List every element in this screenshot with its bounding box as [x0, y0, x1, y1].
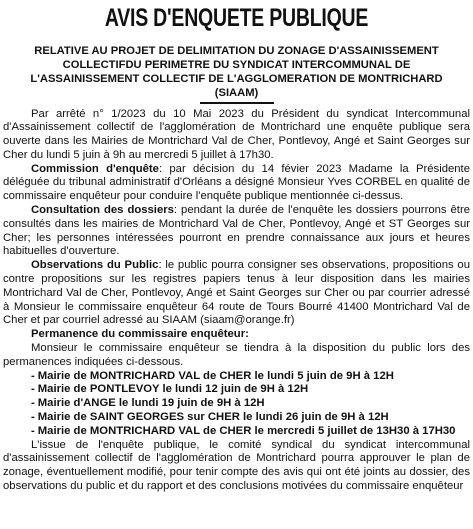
commission-text: : par décision du 14 févier 2023 Madame la Présidente déléguée du tribunal administratif d'Orléans a désigné Monsieur Yves CORBEL en qualité de commissaire enquêteur pour conduire l'enquête publique mentionnée ci-dessus.: [3, 162, 470, 203]
consultation-paragraph: [3, 204, 470, 259]
notice-body: [3, 108, 470, 494]
intro-paragraph: Par arrêté n° 1/2023 du 10 Mai 2023 du Président du syndicat Intercommunal d'Assainissement collectif de l'agglomération de Montrichard une enquête publique sera ouverte dans les Mairies de Montrichard Val de Cher, Pontlevoy, Angé et Saint Georges sur Cher du lundi 5 juin à 9h au mercredi 5 juillet à 17h30.: [3, 107, 470, 161]
permanence-session-item: [31, 397, 470, 411]
session-text: Mairie d'ANGE le lundi 19 juin de 9H à 12H: [37, 397, 265, 410]
subtitle-line: L'ASSAINISSEMENT COLLECTIF DE L'AGGLOMERATION DE MONTRICHARD: [30, 73, 443, 85]
session-text: Mairie de PONTLEVOY le lundi 12 juin de 9H à 12H: [37, 383, 309, 396]
subtitle-line: (SIAAM): [214, 87, 259, 99]
permanence-session-item: [31, 383, 470, 397]
commission-paragraph: [3, 163, 470, 204]
observations-paragraph: [3, 259, 470, 328]
commission-label: Commission d'enquête: [31, 162, 159, 175]
permanence-session-item: [31, 425, 470, 439]
permanence-text: Monsieur le commissaire enquêteur se tiendra à la disposition du public lors des permanences indiquées ci-dessous.: [3, 342, 470, 368]
session-text: Mairie de MONTRICHARD VAL de CHER le lundi 5 juin de 9H à 12H: [37, 369, 394, 382]
subtitle-line: COLLECTIFDU PERIMETRE DU SYNDICAT INTERCOMMUNAL DE: [62, 59, 411, 71]
closing-paragraph: L'issue de l'enquête publique, le comité syndical du syndicat intercommunal d'assainissement collectif de l'agglomération de Montrichard pourra approuver le plan de zonage, éventuellement modifié, pour tenir compte des avis qui ont été joints au dossier, des observations du public et du rapport et des conclusions motivées du commissaire enquêteur: [3, 438, 470, 493]
permanence-session-item: [31, 411, 470, 425]
session-text: Mairie de SAINT GEORGES sur CHER le lundi 26 juin de 9H à 12H: [37, 411, 389, 424]
permanence-title: Permanence du commissaire enquêteur:: [31, 328, 249, 341]
observations-text: : le public pourra consigner ses observations, propositions ou contre propositions sur les registres papiers tenus à leur disposition dans les mairies Montrichard Val de Cher, Pontlevoy, Angé et Saint Georges sur Cher ou par courrier adressé à Monsieur le commissaire enquêteur 64 route de Tours Bourré 41400 Montrichard Val de Cher et par courriel adressé au SIAAM (siaam@orange.fr): [3, 259, 470, 327]
list-dash: -: [31, 383, 35, 396]
notice-title: AVIS D'ENQUETE PUBLIQUE: [104, 4, 369, 32]
consultation-label: Consultation des dossiers: [31, 204, 174, 217]
subtitle-line: RELATIVE AU PROJET DE DELIMITATION DU ZONAGE D'ASSAINISSEMENT: [34, 45, 439, 57]
list-dash: -: [31, 424, 35, 437]
observations-label: Observations du Public: [31, 259, 159, 272]
list-dash: -: [31, 369, 35, 382]
permanence-session-item: [31, 370, 470, 384]
list-dash: -: [31, 397, 35, 410]
permanence-session-list: [3, 370, 470, 439]
session-text: Mairie de MONTRICHARD VAL de CHER le mercredi 5 juillet de 13H30 à 17H30: [37, 424, 456, 437]
notice-subtitle: [3, 44, 470, 104]
list-dash: -: [31, 411, 35, 424]
consultation-text: : pendant la durée de l'enquête les dossiers pourrons être consultés dans les mairies de Montrichard Val de Cher, Pontlevoy, Angé et ST Georges sur Cher; les personnes intéressées pourront en prendre connaissance aux jours et heures habituelles d'ouverture.: [3, 204, 470, 258]
subtitle-underline: [200, 102, 274, 104]
